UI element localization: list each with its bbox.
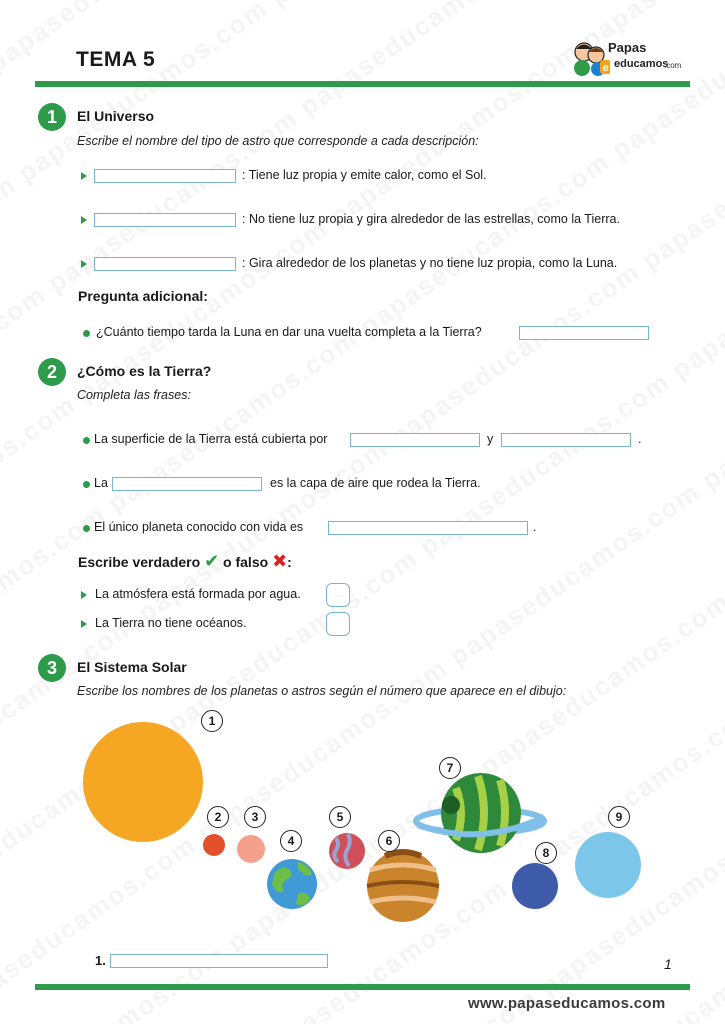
bullet-dot-icon <box>83 330 90 337</box>
true-false-item-1: La atmósfera está formada por agua. <box>95 587 301 601</box>
astro-answer-field-3[interactable] <box>94 257 236 271</box>
surface-answer-field-2[interactable] <box>501 433 631 447</box>
surface-answer-field-1[interactable] <box>350 433 480 447</box>
planet-4-earth <box>267 859 317 909</box>
bullet-arrow-icon <box>81 260 87 268</box>
astro-answer-field-2[interactable] <box>94 213 236 227</box>
section-2-title: ¿Cómo es la Tierra? <box>77 363 212 379</box>
sentence-1-start: La superficie de la Tierra está cubierta por <box>94 432 328 446</box>
logo-text-educamos: educamos <box>614 58 669 70</box>
astro-description-2: : No tiene luz propia y gira alrededor de las estrellas, como la Tierra. <box>242 212 620 226</box>
extra-question-heading: Pregunta adicional: <box>78 288 208 304</box>
sentence-3-end: . <box>533 520 537 534</box>
header-divider <box>35 81 690 87</box>
cross-icon: ✖ <box>272 551 288 571</box>
extra-question-text: ¿Cuánto tiempo tarda la Luna en dar una vuelta completa a la Tierra? <box>96 325 482 339</box>
true-false-heading-a: Escribe verdadero <box>78 554 201 570</box>
planet-5 <box>329 833 365 869</box>
label-5: 5 <box>329 806 351 828</box>
section-3-badge: 3 <box>38 654 66 682</box>
label-2: 2 <box>207 806 229 828</box>
true-false-box-1[interactable] <box>326 583 350 607</box>
page-title: TEMA 5 <box>76 48 156 71</box>
planet-6 <box>367 850 439 922</box>
section-1-instruction: Escribe el nombre del tipo de astro que corresponde a cada descripción: <box>77 134 479 148</box>
logo <box>570 36 690 80</box>
section-3-instruction: Escribe los nombres de los planetas o astros según el número que aparece en el dibujo: <box>77 684 567 698</box>
label-3: 3 <box>244 806 266 828</box>
answer-label-1: 1. <box>95 953 106 968</box>
astro-description-1: : Tiene luz propia y emite calor, como el Sol. <box>242 168 487 182</box>
sentence-2-end: es la capa de aire que rodea la Tierra. <box>270 476 481 490</box>
bullet-arrow-icon <box>81 620 87 628</box>
footer-url: www.papaseducamos.com <box>468 995 666 1012</box>
check-icon: ✔ <box>204 551 220 571</box>
bullet-arrow-icon <box>81 172 87 180</box>
bullet-arrow-icon <box>81 591 87 599</box>
section-3-title: El Sistema Solar <box>77 659 187 675</box>
planet-7 <box>416 773 544 853</box>
section-2-badge: 2 <box>38 358 66 386</box>
svg-text:e: e <box>602 62 609 74</box>
true-false-box-2[interactable] <box>326 612 350 636</box>
logo-text-papas: Papas <box>608 40 647 55</box>
sentence-1-and: y <box>487 432 494 446</box>
label-6: 6 <box>378 830 400 852</box>
label-1: 1 <box>201 710 223 732</box>
sentence-1-end: . <box>638 432 642 446</box>
section-1-title: El Universo <box>77 108 155 124</box>
label-8: 8 <box>535 842 557 864</box>
label-4: 4 <box>280 830 302 852</box>
sentence-3-start: El único planeta conocido con vida es <box>94 520 304 534</box>
bullet-dot-icon <box>83 525 90 532</box>
section-1-badge: 1 <box>38 103 66 131</box>
planet-3 <box>237 835 265 863</box>
label-7: 7 <box>439 757 461 779</box>
sun <box>83 722 203 842</box>
logo-kids-icon <box>570 38 610 78</box>
planet-8 <box>512 863 558 909</box>
section-2-instruction: Completa las frases: <box>77 388 191 402</box>
page-number: 1 <box>664 956 672 972</box>
label-9: 9 <box>608 806 630 828</box>
bullet-dot-icon <box>83 437 90 444</box>
astro-answer-field-1[interactable] <box>94 169 236 183</box>
atmosphere-answer-field[interactable] <box>112 477 262 491</box>
planet-9 <box>575 832 641 898</box>
planet-2 <box>203 834 225 856</box>
extra-answer-field[interactable] <box>519 326 649 340</box>
planet-life-answer-field[interactable] <box>328 521 528 535</box>
true-false-heading <box>78 551 292 572</box>
true-false-heading-b: o falso <box>223 554 269 570</box>
logo-text-com: .com <box>664 61 682 70</box>
bullet-dot-icon <box>83 481 90 488</box>
footer-divider <box>35 984 690 990</box>
planet-answer-field-1[interactable] <box>110 954 328 968</box>
astro-description-3: : Gira alrededor de los planetas y no tiene luz propia, como la Luna. <box>242 256 618 270</box>
sentence-2-start: La <box>94 476 108 490</box>
true-false-heading-c: : <box>287 554 292 570</box>
true-false-item-2: La Tierra no tiene océanos. <box>95 616 247 630</box>
bullet-arrow-icon <box>81 216 87 224</box>
